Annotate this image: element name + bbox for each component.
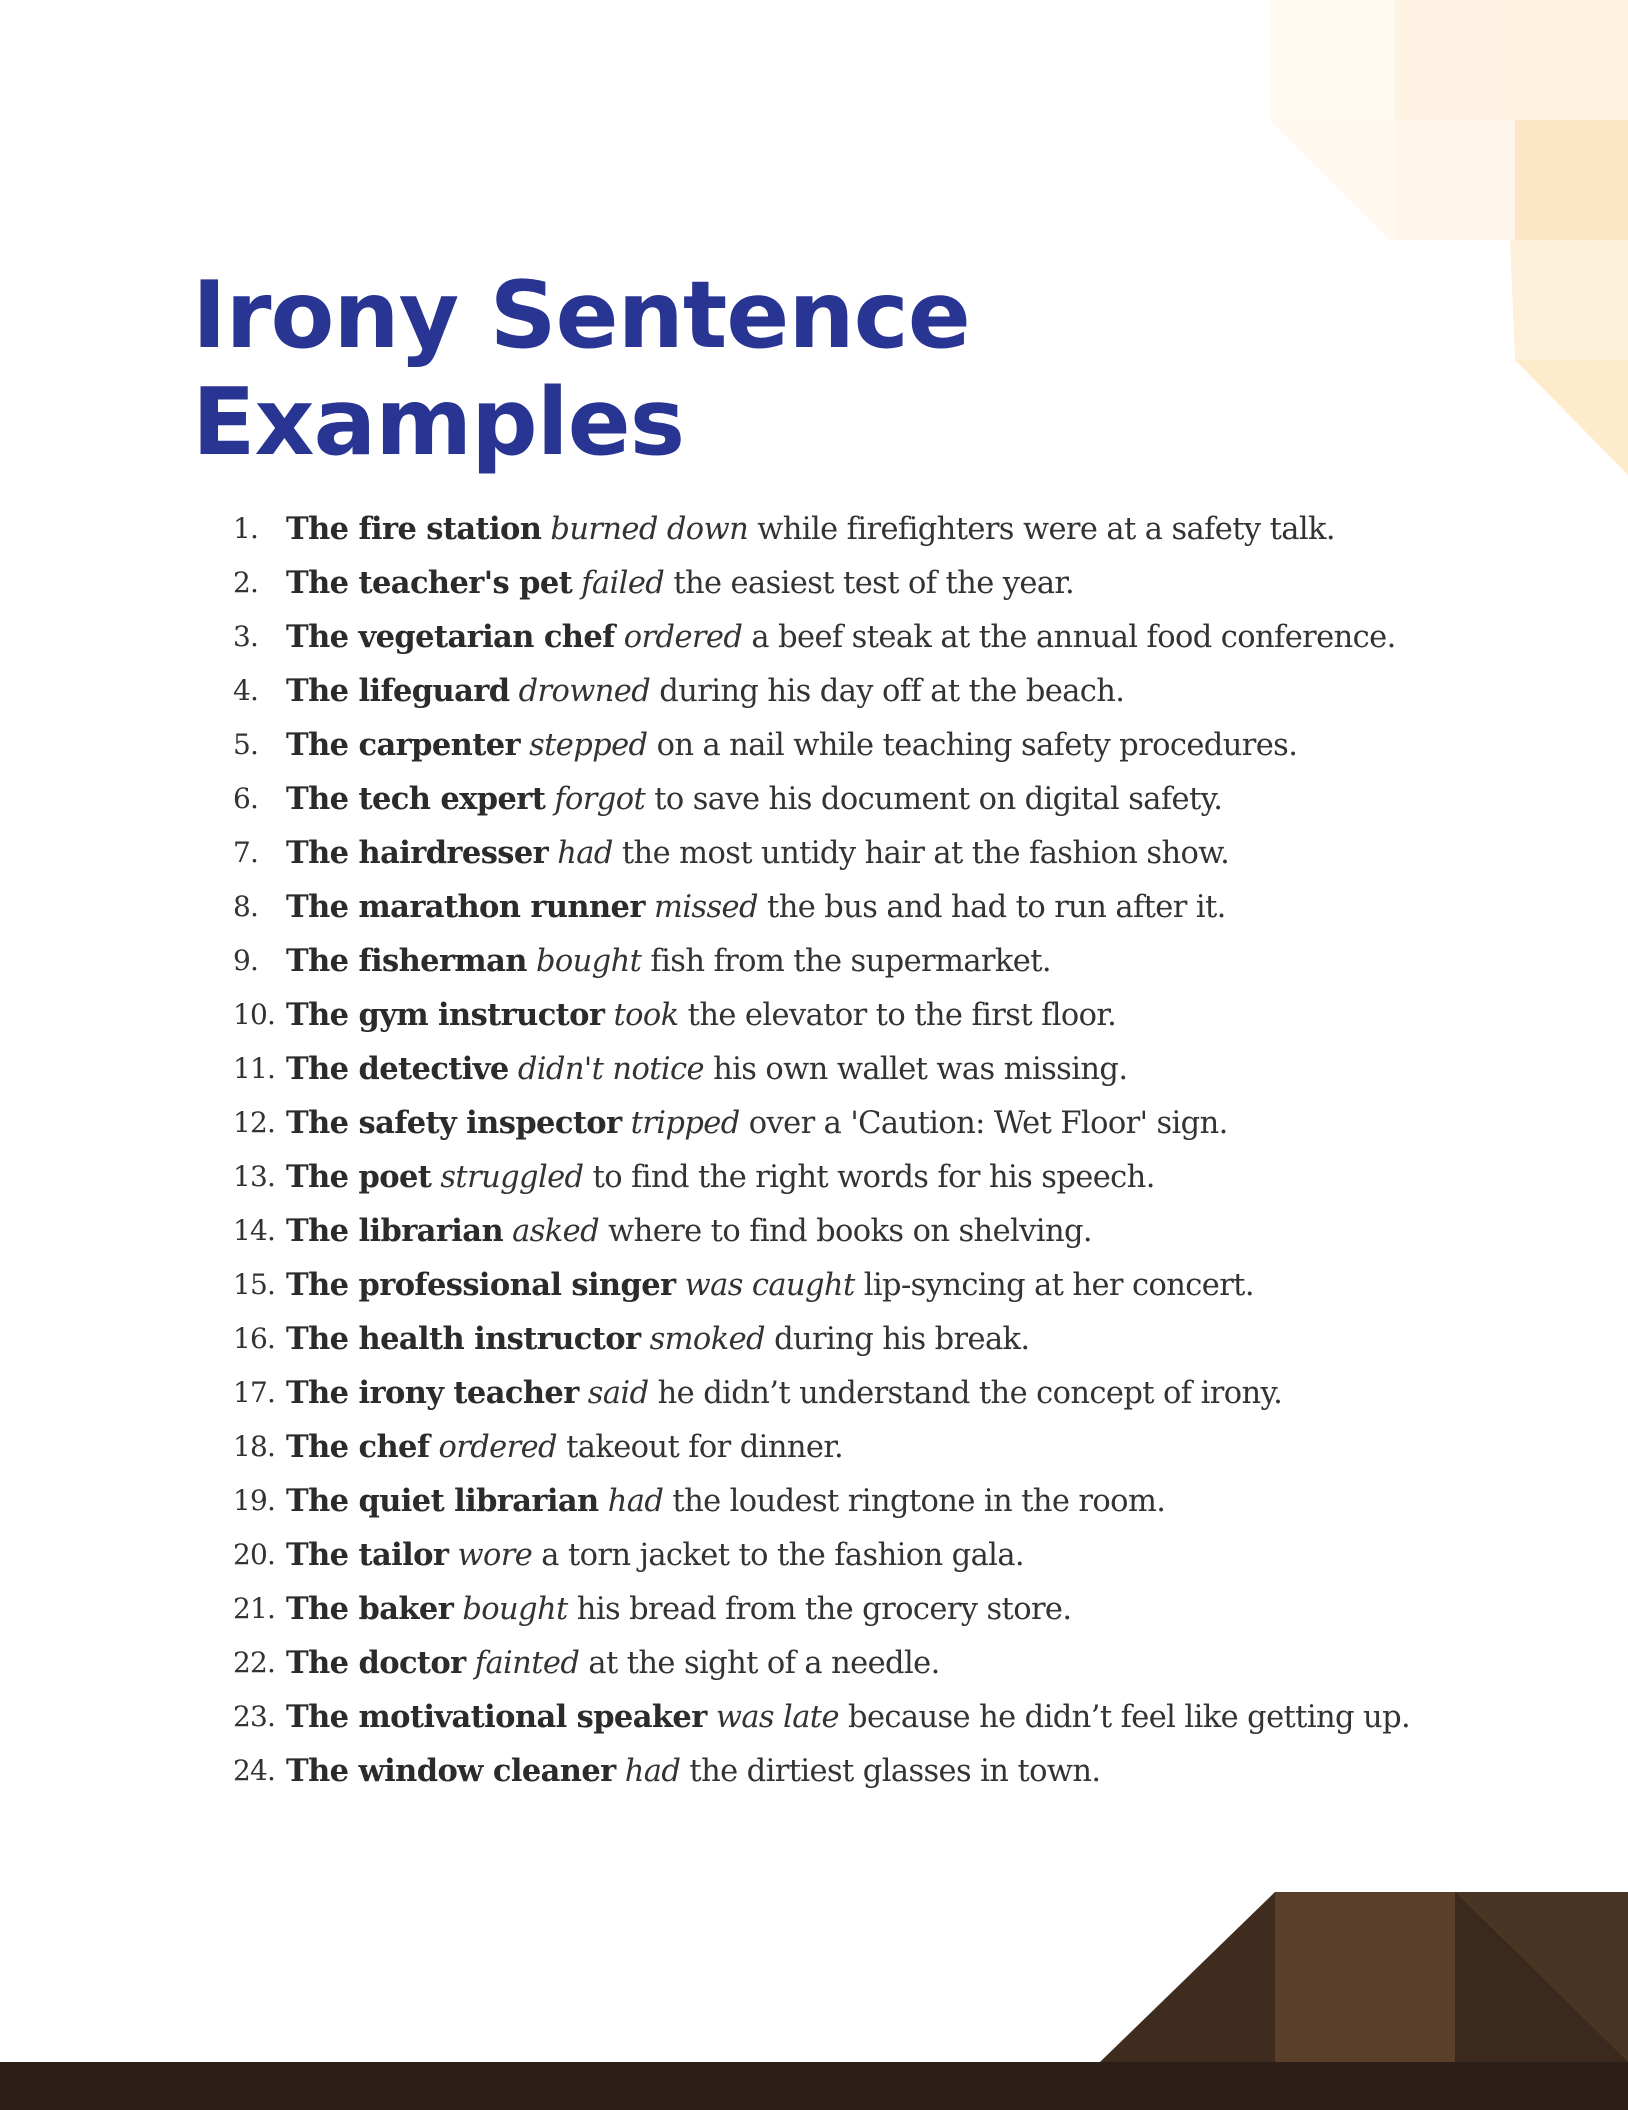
list-item-verb: had	[624, 1754, 681, 1789]
list-item-number: 9.	[233, 944, 259, 977]
list-item-rest: at the sight of a needle.	[588, 1646, 940, 1681]
list-item	[233, 1582, 1563, 1636]
list-item-verb: bought	[535, 944, 642, 979]
list-item-number: 1.	[233, 512, 259, 545]
list-item-subject: The marathon runner	[286, 889, 645, 925]
list-item-verb: failed	[581, 566, 665, 601]
list-item-subject: The baker	[286, 1591, 454, 1627]
list-item-number: 12.	[233, 1106, 276, 1139]
list-item	[233, 988, 1563, 1042]
list-item-rest: his own wallet was missing.	[713, 1052, 1128, 1087]
list-item-verb: took	[613, 998, 679, 1033]
list-item-number: 16.	[233, 1322, 276, 1355]
list-item	[233, 772, 1563, 826]
list-item-number: 6.	[233, 782, 259, 815]
list-item-rest: the elevator to the first floor.	[687, 998, 1117, 1033]
list-item-subject: The gym instructor	[286, 997, 605, 1033]
list-item-rest: a beef steak at the annual food conference.	[751, 620, 1396, 655]
list-item	[233, 1204, 1563, 1258]
list-item-number: 22.	[233, 1646, 276, 1679]
list-item-subject: The lifeguard	[286, 673, 510, 709]
list-item-verb: stepped	[529, 728, 648, 763]
list-item-verb: was late	[715, 1700, 839, 1735]
list-item-subject: The librarian	[286, 1213, 504, 1249]
list-item-rest: the dirtiest glasses in town.	[689, 1754, 1101, 1789]
list-item-rest: the most untidy hair at the fashion show.	[621, 836, 1230, 871]
list-item	[233, 664, 1563, 718]
list-item-rest: where to find books on shelving.	[608, 1214, 1093, 1249]
bottom-right-pattern	[0, 1892, 1628, 2110]
list-item-subject: The window cleaner	[286, 1753, 616, 1789]
list-item-number: 13.	[233, 1160, 276, 1193]
list-item-number: 24.	[233, 1754, 276, 1787]
list-item-verb: struggled	[440, 1160, 584, 1195]
list-item-rest: during his day off at the beach.	[659, 674, 1125, 709]
list-item-number: 15.	[233, 1268, 276, 1301]
list-item-subject: The fire station	[286, 511, 542, 547]
list-item-rest: lip-syncing at her concert.	[863, 1268, 1254, 1303]
list-item	[233, 502, 1563, 556]
list-item-number: 7.	[233, 836, 259, 869]
list-item	[233, 1366, 1563, 1420]
list-item-verb: tripped	[630, 1106, 740, 1141]
list-item-subject: The motivational speaker	[286, 1699, 707, 1735]
list-item	[233, 826, 1563, 880]
list-item-verb: wore	[457, 1538, 533, 1573]
list-item-verb: burned down	[550, 512, 749, 547]
list-item-verb: had	[607, 1484, 664, 1519]
list-item	[233, 1474, 1563, 1528]
list-item	[233, 1690, 1563, 1744]
examples-list	[233, 502, 1563, 1798]
list-item	[233, 556, 1563, 610]
list-item-number: 20.	[233, 1538, 276, 1571]
list-item-number: 21.	[233, 1592, 276, 1625]
title-line-2: Examples	[192, 368, 685, 476]
list-item	[233, 1744, 1563, 1798]
list-item-rest: takeout for dinner.	[566, 1430, 844, 1465]
list-item-verb: bought	[462, 1592, 568, 1627]
list-item	[233, 1420, 1563, 1474]
list-item-subject: The doctor	[286, 1645, 466, 1681]
list-item-subject: The safety inspector	[286, 1105, 622, 1141]
list-item-subject: The vegetarian chef	[286, 619, 615, 655]
list-item	[233, 1150, 1563, 1204]
top-right-pattern	[1270, 0, 1628, 475]
title-line-1: Irony Sentence	[192, 261, 970, 369]
list-item-number: 19.	[233, 1484, 276, 1517]
list-item-number: 23.	[233, 1700, 276, 1733]
list-item-verb: smoked	[649, 1322, 765, 1357]
list-item-verb: ordered	[623, 620, 743, 655]
list-item-number: 5.	[233, 728, 259, 761]
list-item-subject: The chef	[286, 1429, 430, 1465]
list-item-verb: missed	[653, 890, 758, 925]
list-item-verb: ordered	[438, 1430, 557, 1465]
list-item-rest: while firefighters were at a safety talk.	[757, 512, 1335, 547]
list-item-rest: because he didn’t feel like getting up.	[848, 1700, 1411, 1735]
list-item-verb: drowned	[518, 674, 651, 709]
list-item-rest: a torn jacket to the fashion gala.	[541, 1538, 1025, 1573]
list-item	[233, 718, 1563, 772]
list-item-subject: The tech expert	[286, 781, 546, 817]
list-item-rest: during his break.	[774, 1322, 1030, 1357]
list-item	[233, 934, 1563, 988]
list-item-subject: The fisherman	[286, 943, 527, 979]
list-item-rest: the loudest ringtone in the room.	[672, 1484, 1166, 1519]
list-item-subject: The health instructor	[286, 1321, 641, 1357]
list-item-verb: asked	[512, 1214, 600, 1249]
list-item-number: 17.	[233, 1376, 276, 1409]
list-item-number: 8.	[233, 890, 259, 923]
list-item-subject: The poet	[286, 1159, 432, 1195]
list-item-verb: was caught	[684, 1268, 855, 1303]
list-item-subject: The professional singer	[286, 1267, 676, 1303]
list-item-verb: fainted	[474, 1646, 580, 1681]
list-item-rest: to find the right words for his speech.	[592, 1160, 1155, 1195]
list-item	[233, 1042, 1563, 1096]
list-item-rest: the easiest test of the year.	[673, 566, 1075, 601]
list-item-subject: The carpenter	[286, 727, 520, 763]
list-item-subject: The hairdresser	[286, 835, 549, 871]
page-title	[192, 262, 1092, 476]
list-item	[233, 1258, 1563, 1312]
list-item-subject: The teacher's pet	[286, 565, 573, 601]
list-item	[233, 610, 1563, 664]
list-item-rest: his bread from the grocery store.	[576, 1592, 1072, 1627]
list-item-number: 4.	[233, 674, 259, 707]
list-item	[233, 1312, 1563, 1366]
list-item-verb: forgot	[554, 782, 646, 817]
list-item-rest: the bus and had to run after it.	[767, 890, 1226, 925]
list-item-rest: he didn’t understand the concept of irony.	[657, 1376, 1283, 1411]
list-item-number: 3.	[233, 620, 259, 653]
list-item-subject: The quiet librarian	[286, 1483, 599, 1519]
list-item-number: 18.	[233, 1430, 276, 1463]
list-item-subject: The detective	[286, 1051, 509, 1087]
list-item-verb: didn't notice	[517, 1052, 704, 1087]
list-item-rest: over a 'Caution: Wet Floor' sign.	[748, 1106, 1228, 1141]
list-item-rest: on a nail while teaching safety procedures.	[656, 728, 1298, 763]
list-item	[233, 1528, 1563, 1582]
list-item-rest: to save his document on digital safety.	[654, 782, 1223, 817]
list-item-subject: The irony teacher	[286, 1375, 579, 1411]
list-item-number: 11.	[233, 1052, 276, 1085]
list-item-number: 14.	[233, 1214, 276, 1247]
list-item	[233, 1636, 1563, 1690]
list-item-rest: fish from the supermarket.	[650, 944, 1051, 979]
list-item	[233, 880, 1563, 934]
list-item-verb: had	[557, 836, 613, 871]
list-item-number: 10.	[233, 998, 276, 1031]
list-item-verb: said	[587, 1376, 649, 1411]
list-item-number: 2.	[233, 566, 259, 599]
list-item	[233, 1096, 1563, 1150]
list-item-subject: The tailor	[286, 1537, 449, 1573]
